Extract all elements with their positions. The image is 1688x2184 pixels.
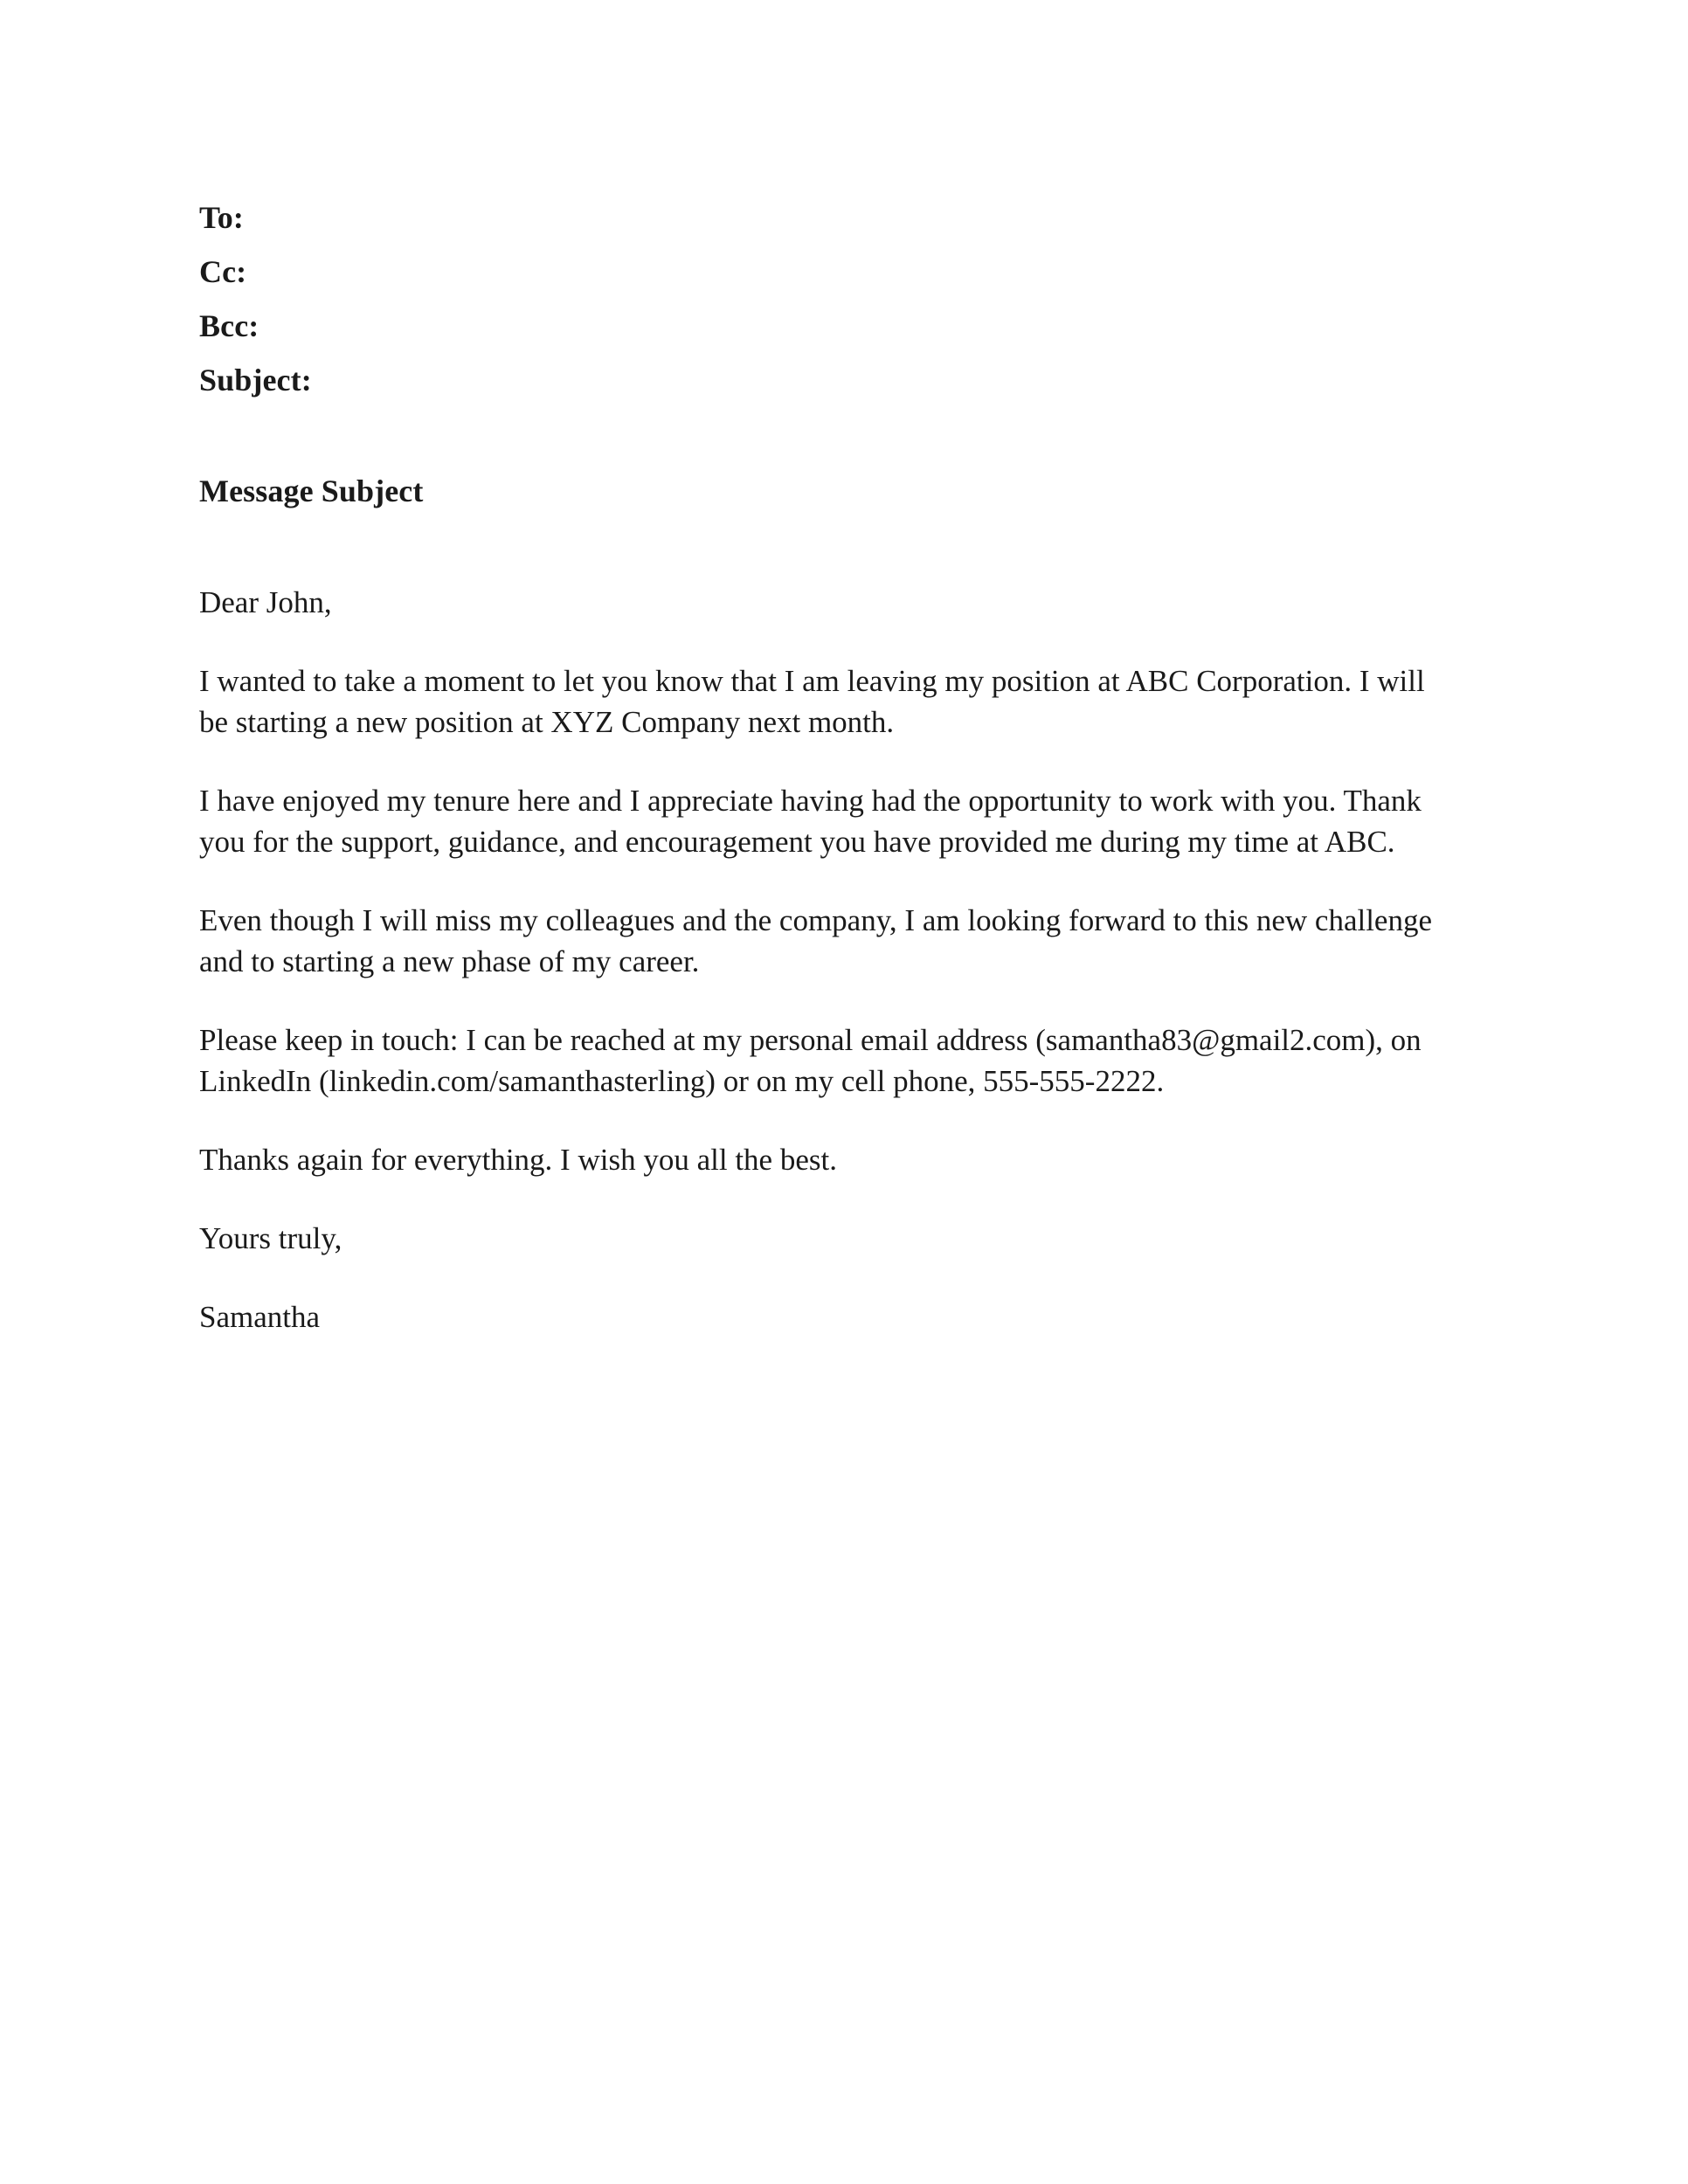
body-paragraph-4-contact: Please keep in touch: I can be reached at my personal email address (samantha83@gmail2.com), on LinkedIn (linkedin.com/samanthasterling) or on my cell phone, 555-555-2222. [199, 1023, 1422, 1098]
salutation: Dear John, [199, 585, 332, 619]
letter-content [199, 190, 1466, 1337]
field-label-bcc: Bcc: [199, 308, 259, 343]
field-row-cc[interactable] [199, 245, 1466, 299]
email-header-fields [199, 190, 1466, 407]
field-label-cc: Cc: [199, 254, 247, 289]
body-paragraph-2: I have enjoyed my tenure here and I appreciate having had the opportunity to work with you. Thank you for the support, guidance, and encouragement you have provided me during my time at ABC. [199, 784, 1422, 859]
signature-name: Samantha [199, 1300, 321, 1334]
message-subject-heading: Message Subject [199, 473, 424, 508]
field-row-to[interactable] [199, 190, 1466, 245]
field-label-to: To: [199, 200, 244, 235]
field-row-bcc[interactable] [199, 299, 1466, 353]
field-label-subject: Subject: [199, 363, 312, 397]
closing-salutation: Yours truly, [199, 1221, 342, 1255]
body-paragraph-5-thanks: Thanks again for everything. I wish you all the best. [199, 1143, 837, 1177]
body-paragraph-1: I wanted to take a moment to let you know that I am leaving my position at ABC Corporation. I will be starting a new position at XYZ Company next month. [199, 664, 1425, 739]
letter-body [199, 582, 1466, 1337]
body-paragraph-3: Even though I will miss my colleagues and the company, I am looking forward to this new challenge and to starting a new phase of my career. [199, 903, 1433, 978]
field-row-subject[interactable] [199, 353, 1466, 407]
